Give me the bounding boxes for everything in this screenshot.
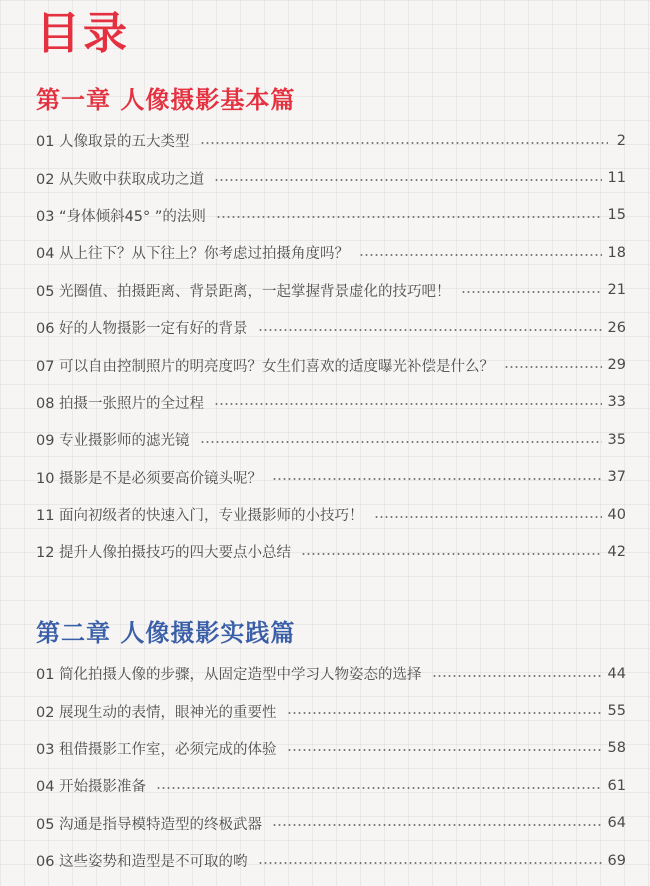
dot-leader: [216, 216, 602, 218]
dot-leader: [214, 179, 601, 181]
toc-item-label: 05 沟通是指导模特造型的终极武器: [36, 816, 263, 833]
toc-item-page: 26: [607, 319, 626, 336]
toc-list: [36, 655, 626, 879]
toc-item[interactable]: [36, 692, 626, 729]
toc-item[interactable]: [36, 122, 626, 159]
toc-item-page: 55: [607, 703, 626, 720]
toc-item-label: 04 开始摄影准备: [36, 779, 147, 796]
chapter-title: 第一章 人像摄影基本篇: [36, 86, 296, 114]
dot-leader: [258, 862, 602, 864]
toc-item-label: 06 这些姿势和造型是不可取的哟: [36, 854, 248, 871]
toc-item-label: 12 提升人像拍摄技巧的四大要点小总结: [36, 545, 292, 562]
toc-item-page: 58: [607, 740, 626, 757]
dot-leader: [359, 254, 601, 256]
page-title: 目录: [36, 8, 130, 59]
toc-item-label: 10 摄影是不是必须要高价镜头呢？: [36, 470, 263, 487]
dot-leader: [272, 478, 601, 480]
toc-item[interactable]: [36, 805, 626, 842]
toc-item[interactable]: [36, 197, 626, 234]
toc-item-page: 42: [607, 543, 626, 560]
toc-item-page: 15: [607, 207, 626, 224]
chapter-1: [0, 78, 650, 571]
dot-leader: [200, 441, 602, 443]
toc-item-label: 01 简化拍摄人像的步骤，从固定造型中学习人物姿态的选择: [36, 667, 422, 684]
dot-leader: [200, 142, 608, 144]
toc-item-label: 01 人像取景的五大类型: [36, 134, 190, 151]
toc-item-label: 05 光圈值、拍摄距离、背景距离，一起掌握背景虚化的技巧吧！: [36, 283, 451, 300]
toc-item[interactable]: [36, 159, 626, 196]
dot-leader: [301, 553, 601, 555]
dot-leader: [214, 403, 601, 405]
toc-item[interactable]: [36, 459, 626, 496]
toc-item-page: 37: [607, 469, 626, 486]
toc-item-label: 11 面向初级者的快速入门，专业摄影师的小技巧！: [36, 508, 364, 525]
toc-item-page: 29: [607, 357, 626, 374]
dot-leader: [156, 787, 601, 789]
dot-leader: [504, 366, 601, 368]
toc-item-page: 40: [607, 506, 626, 523]
toc-item-label: 08 拍摄一张照片的全过程: [36, 395, 205, 412]
toc-item-label: 03 “身体倾斜45° ”的法则: [36, 208, 206, 225]
dot-leader: [258, 329, 602, 331]
toc-item[interactable]: [36, 272, 626, 309]
toc-item-label: 07 可以自由控制照片的明亮度吗？女生们喜欢的适度曝光补偿是什么？: [36, 358, 495, 375]
toc-list: [36, 122, 626, 571]
toc-item-label: 02 展现生动的表情，眼神光的重要性: [36, 704, 277, 721]
toc-item[interactable]: [36, 234, 626, 271]
toc-item-page: 64: [607, 815, 626, 832]
toc-item-page: 44: [607, 665, 626, 682]
toc-item[interactable]: [36, 533, 626, 570]
toc-item[interactable]: [36, 655, 626, 692]
toc-item-page: 2: [616, 132, 626, 149]
chapter-2: [0, 611, 650, 879]
toc-item-label: 03 租借摄影工作室，必须完成的体验: [36, 741, 277, 758]
toc-item-page: 18: [607, 244, 626, 261]
toc-item-page: 11: [607, 170, 626, 187]
toc-item[interactable]: [36, 309, 626, 346]
toc-item-label: 09 专业摄影师的滤光镜: [36, 433, 190, 450]
toc-item[interactable]: [36, 384, 626, 421]
toc-item-page: 35: [607, 431, 626, 448]
toc-item[interactable]: [36, 421, 626, 458]
dot-leader: [287, 749, 602, 751]
dot-leader: [374, 516, 602, 518]
toc-item-page: 21: [607, 282, 626, 299]
toc-item[interactable]: [36, 842, 626, 879]
toc-item[interactable]: [36, 730, 626, 767]
toc-item[interactable]: [36, 496, 626, 533]
dot-leader: [272, 824, 601, 826]
dot-leader: [287, 712, 602, 714]
dot-leader: [461, 291, 602, 293]
toc-item-page: 61: [607, 777, 626, 794]
toc-item-label: 06 好的人物摄影一定有好的背景: [36, 321, 248, 338]
toc-item-page: 69: [607, 852, 626, 869]
toc-item[interactable]: [36, 346, 626, 383]
toc-item-label: 02 从失败中获取成功之道: [36, 171, 205, 188]
toc-item-label: 04 从上往下？从下往上？你考虑过拍摄角度吗？: [36, 246, 350, 263]
toc-item-page: 33: [607, 394, 626, 411]
toc-item[interactable]: [36, 767, 626, 804]
chapter-title: 第二章 人像摄影实践篇: [36, 619, 296, 647]
dot-leader: [432, 675, 602, 677]
